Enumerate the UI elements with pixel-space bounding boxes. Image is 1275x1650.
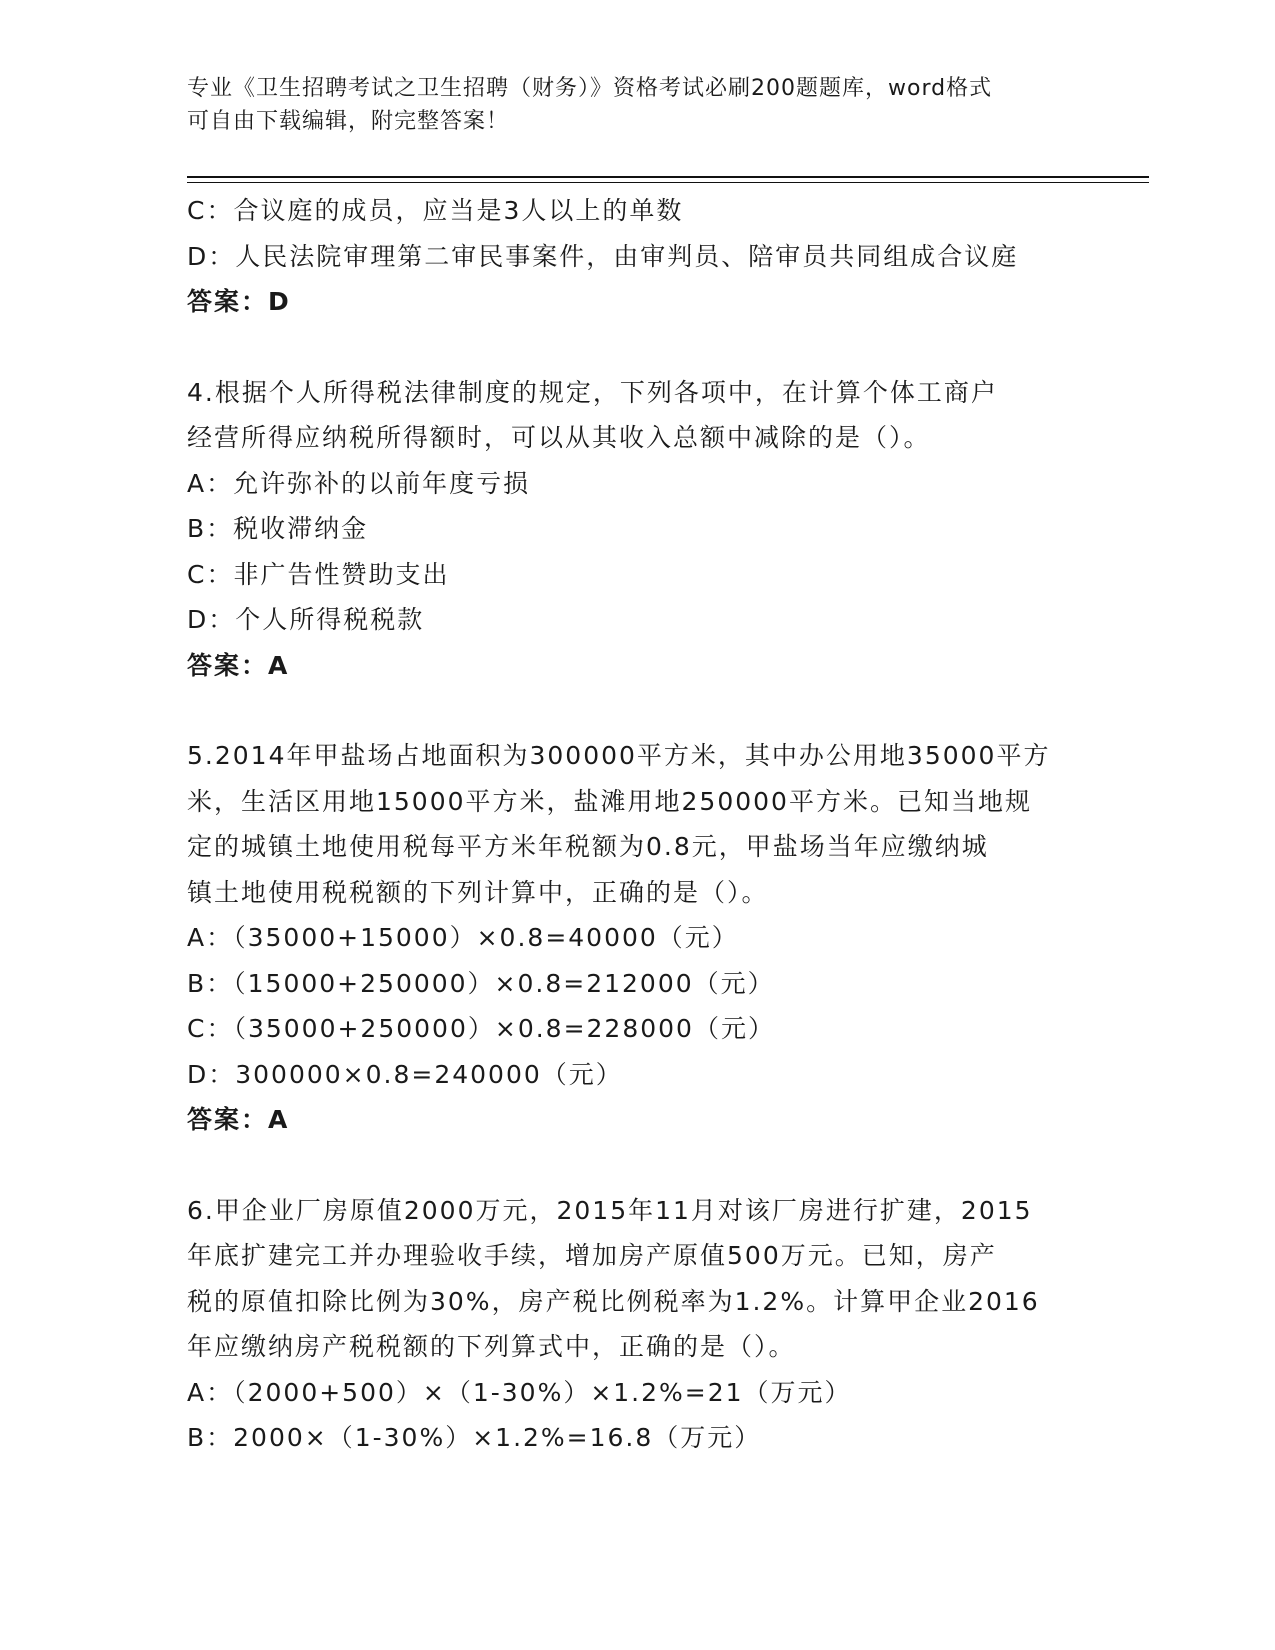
answer-line: 答案：A	[187, 650, 290, 680]
option-d: D：个人所得税税款	[187, 605, 425, 634]
option-c: C：非广告性赞助支出	[187, 559, 450, 589]
option-a: A：（2000+500）×（1-30%）×1.2%=21（万元）	[187, 1377, 852, 1407]
document-body	[187, 188, 1087, 1461]
question-4	[187, 370, 1087, 689]
answer-line: 答案：A	[187, 1105, 290, 1134]
question-stem-line: 6.甲企业厂房原值2000万元，2015年11月对该厂房进行扩建，2015	[187, 1195, 1033, 1225]
question-5	[187, 733, 1087, 1143]
option-b: B：税收滞纳金	[187, 514, 369, 543]
question-3-tail	[187, 188, 1087, 325]
option-c: C：合议庭的成员，应当是3人以上的单数	[187, 196, 684, 225]
question-6	[187, 1188, 1087, 1461]
question-stem-line: 5.2014年甲盐场占地面积为300000平方米，其中办公用地35000平方	[187, 741, 1051, 770]
question-stem-line: 税的原值扣除比例为30%，房产税比例税率为1.2%。计算甲企业2016	[187, 1286, 1040, 1316]
question-stem-line: 经营所得应纳税所得额时，可以从其收入总额中减除的是（）。	[187, 423, 931, 452]
option-b: B：（15000+250000）×0.8=212000（元）	[187, 968, 775, 998]
question-stem-line: 年底扩建完工并办理验收手续，增加房产原值500万元。已知，房产	[187, 1241, 997, 1270]
question-stem-line: 年应缴纳房产税税额的下列算式中，正确的是（）。	[187, 1332, 796, 1361]
question-spacer	[187, 688, 1087, 733]
question-stem-line: 4.根据个人所得税法律制度的规定，下列各项中，在计算个体工商户	[187, 377, 998, 407]
header-divider-thin	[187, 182, 1149, 183]
question-stem-line: 定的城镇土地使用税每平方米年税额为0.8元，甲盐场当年应缴纳城	[187, 832, 989, 861]
header-title-line-2: 可自由下载编辑，附完整答案！	[187, 109, 510, 134]
question-spacer	[187, 325, 1087, 370]
question-stem-line: 米，生活区用地15000平方米，盐滩用地250000平方米。已知当地规	[187, 786, 1032, 816]
header-divider-thick	[187, 176, 1149, 178]
option-c: C：（35000+250000）×0.8=228000（元）	[187, 1014, 775, 1043]
document-header	[187, 72, 1087, 138]
question-stem-line: 镇土地使用税税额的下列计算中，正确的是（）。	[187, 877, 769, 907]
header-title-line-1: 专业《卫生招聘考试之卫生招聘（财务）》资格考试必刷200题题库，word格式	[187, 76, 993, 101]
option-a: A：（35000+15000）×0.8=40000（元）	[187, 923, 739, 952]
option-d: D：300000×0.8=240000（元）	[187, 1059, 623, 1089]
option-d: D：人民法院审理第二审民事案件，由审判员、陪审员共同组成合议庭	[187, 241, 1019, 271]
option-a: A：允许弥补的以前年度亏损	[187, 468, 531, 498]
option-b: B：2000×（1-30%）×1.2%=16.8（万元）	[187, 1423, 762, 1452]
question-spacer	[187, 1143, 1087, 1188]
answer-line: 答案：D	[187, 287, 291, 316]
